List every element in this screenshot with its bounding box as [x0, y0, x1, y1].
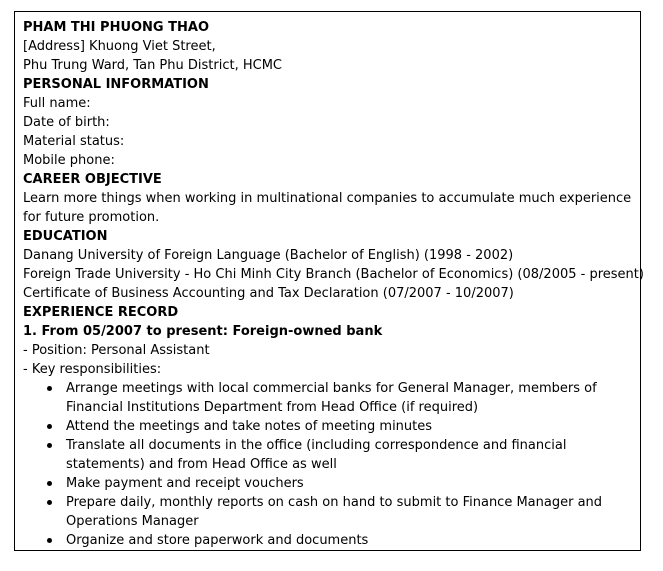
responsibility-item [23, 379, 640, 417]
responsibility-item [23, 531, 640, 550]
responsibility-item [23, 417, 640, 436]
bullet-icon [47, 424, 52, 429]
responsibility-item [23, 493, 640, 531]
address-line-1: [Address] Khuong Viet Street, [23, 39, 216, 54]
resume-document [14, 11, 644, 551]
bullet-icon [47, 386, 52, 391]
job-title: 1. From 05/2007 to present: Foreign-owned bank [23, 324, 383, 339]
date-of-birth-field: Date of birth: [23, 115, 110, 130]
education-item: Danang University of Foreign Language (Bachelor of English) (1998 - 2002) [23, 248, 514, 263]
career-objective-heading: CAREER OBJECTIVE [23, 172, 162, 187]
bullet-icon [47, 538, 52, 543]
education-item: Certificate of Business Accounting and Tax Declaration (07/2007 - 10/2007) [23, 286, 514, 301]
responsibility-text: Arrange meetings with local commercial banks for General Manager, members of Financial Institutions Department from Head Office (if required) [66, 381, 597, 415]
experience-heading: EXPERIENCE RECORD [23, 305, 179, 320]
responsibilities-label: - Key responsibilities: [23, 362, 162, 377]
responsibility-text: Attend the meetings and take notes of meeting minutes [66, 419, 433, 434]
responsibility-text: Make payment and receipt vouchers [66, 476, 304, 491]
responsibility-text: Organize and store paperwork and documents [66, 533, 369, 548]
job-position: - Position: Personal Assistant [23, 343, 210, 358]
candidate-name: PHAM THI PHUONG THAO [23, 20, 209, 35]
responsibilities-list [23, 379, 640, 550]
career-objective-text: Learn more things when working in multinational companies to accumulate much experience for future promotion. [23, 191, 632, 225]
responsibility-item [23, 436, 640, 474]
full-name-field: Full name: [23, 96, 91, 111]
bullet-icon [47, 500, 52, 505]
bullet-icon [47, 481, 52, 486]
responsibility-text: Prepare daily, monthly reports on cash on hand to submit to Finance Manager and Operations Manager [66, 495, 603, 529]
bullet-icon [47, 443, 52, 448]
personal-information-heading: PERSONAL INFORMATION [23, 77, 209, 92]
responsibility-item [23, 474, 640, 493]
responsibility-text: Translate all documents in the office (including correspondence and financial statements) and from Head Office as well [66, 438, 567, 472]
education-heading: EDUCATION [23, 229, 108, 244]
mobile-phone-field: Mobile phone: [23, 153, 115, 168]
education-item: Foreign Trade University - Ho Chi Minh City Branch (Bachelor of Economics) (08/2005 - present) [23, 267, 644, 282]
address-line-2: Phu Trung Ward, Tan Phu District, HCMC [23, 58, 282, 73]
marital-status-field: Material status: [23, 134, 125, 149]
